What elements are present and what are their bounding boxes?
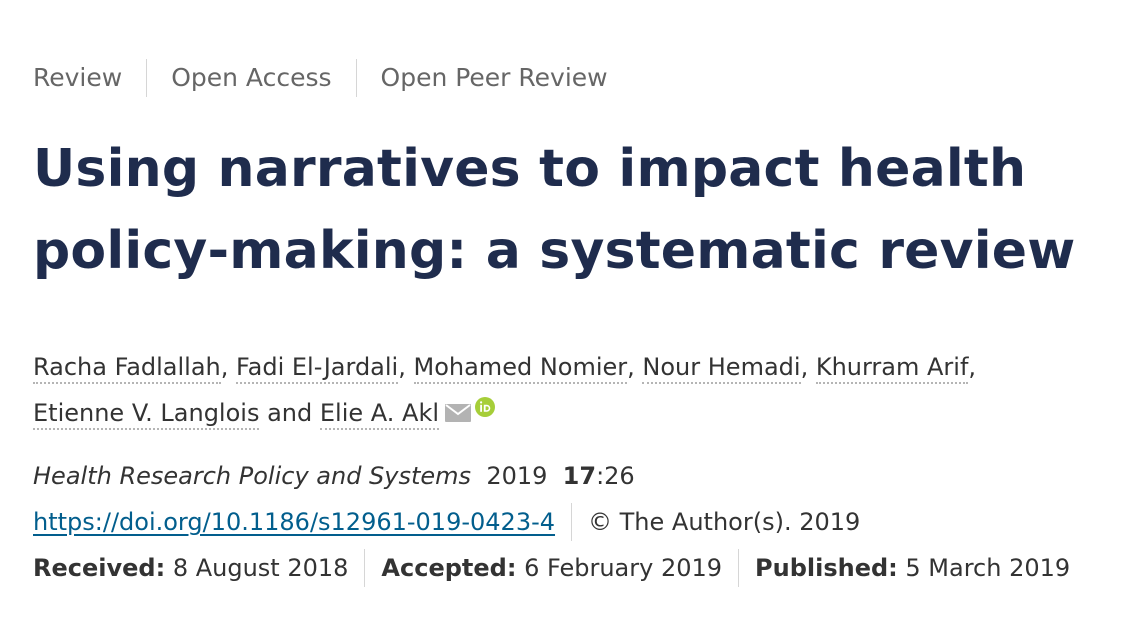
citation-article-number: :26 [596,462,635,490]
article-dates [33,548,1070,588]
accepted-date: 6 February 2019 [524,554,723,582]
published-date: 5 March 2019 [905,554,1071,582]
journal-name: Health Research Policy and Systems [33,462,472,490]
received-label: Received: [33,554,166,582]
orcid-icon[interactable] [475,397,495,417]
mail-icon[interactable] [445,404,471,422]
citation-line [33,456,635,496]
article-title: Using narratives to impact health policy-making: a systematic review [33,139,1076,281]
author-conjunction: and [267,399,313,427]
author-link[interactable]: Racha Fadlallah [33,353,221,384]
author-link[interactable]: Khurram Arif [816,353,969,384]
dates-divider [738,549,739,587]
accepted-label: Accepted: [381,554,517,582]
copyright-text: © The Author(s). 2019 [588,508,861,536]
tag-open-peer-review: Open Peer Review [380,63,608,92]
published-label: Published: [755,554,898,582]
tag-open-access: Open Access [171,63,332,92]
author-link[interactable]: Etienne V. Langlois [33,399,259,430]
tag-divider [146,59,147,97]
author-link[interactable]: Fadi El-Jardali [236,353,398,384]
doi-line [33,502,860,542]
author-link[interactable]: Elie A. Akl [320,399,439,430]
author-list: Racha Fadlallah, Fadi El-Jardali, Mohamed Nomier, Nour Hemadi, Khurram Arif, Etienne V. Langlois and Elie A. Akl [33,344,1123,436]
author-link[interactable]: Mohamed Nomier [414,353,628,384]
received-date: 8 August 2018 [172,554,349,582]
doi-divider [571,503,572,541]
tag-review: Review [33,63,123,92]
citation-year: 2019 [486,462,548,490]
doi-link[interactable]: https://doi.org/10.1186/s12961-019-0423-4 [33,508,556,536]
tag-divider [356,59,357,97]
author-link[interactable]: Nour Hemadi [642,353,800,384]
dates-divider [364,549,365,587]
article-tags [33,58,608,98]
citation-volume: 17 [562,462,597,490]
